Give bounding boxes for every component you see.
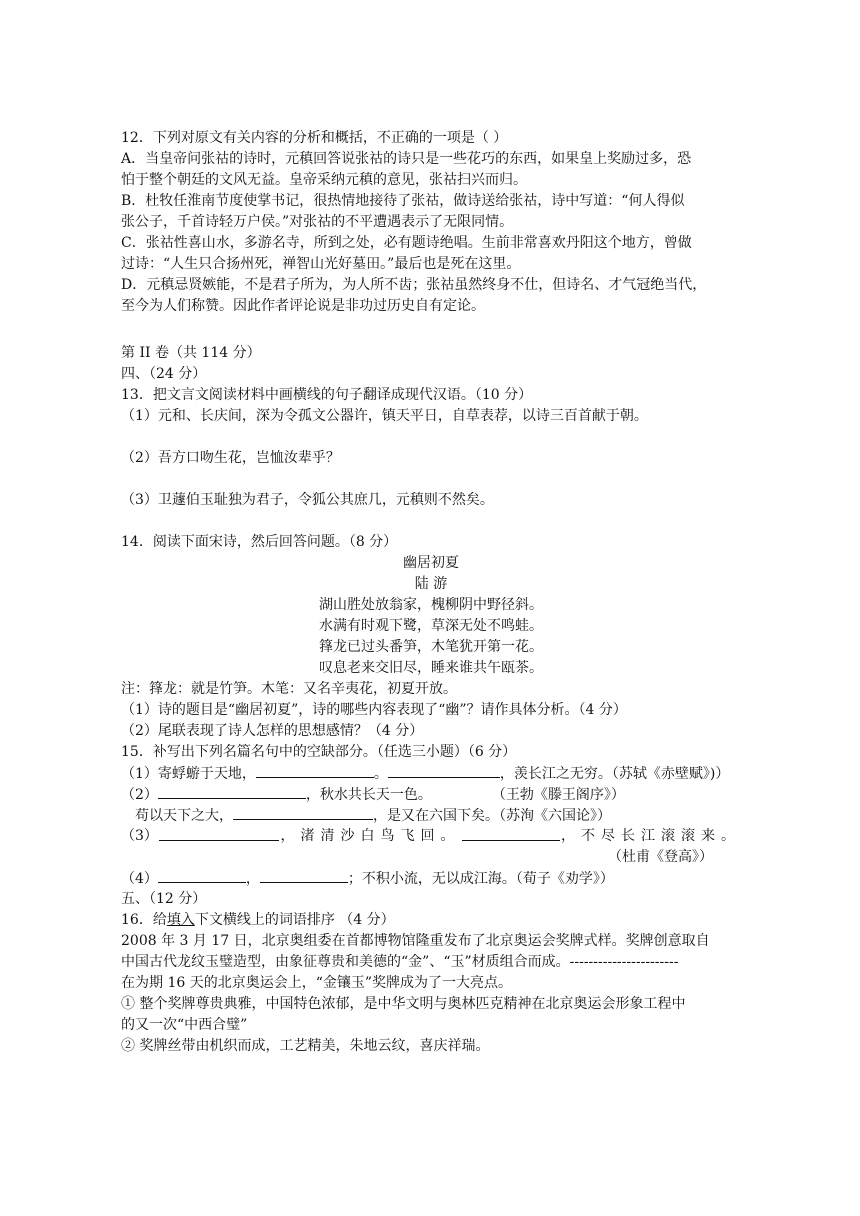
q15-item-2 [121,784,741,805]
q15-item-2b [121,805,741,826]
poem-line-1: 湖山胜处放翁家，槐柳阴中野径斜。 [319,597,543,613]
q15-item-1 [121,763,741,784]
text-segment: ，是又在六国下矣。（苏洵《六国论》） [373,808,611,824]
text-segment: （1）寄蜉蝣于天地， [121,766,256,782]
poem-line-4: 叹息老来交旧尽，睡来谁共午瓯茶。 [319,660,543,676]
exam-page [121,128,741,1057]
q15-item-3 [121,826,741,847]
q16-passage-line2: 中国古代龙纹玉璧造型，由象征尊贵和美德的“金”、“玉”材质组合而成。----------------------- [121,954,679,970]
poem-title: 幽居初夏 [403,555,459,571]
q16-passage-line3: 在为期 16 天的北京奥运会上，“金镶玉”奖牌成为了一大亮点。 [121,975,513,991]
q15-item-4 [121,868,741,889]
text-segment: ；不积小流，无以成江海。（荀子《劝学》） [347,871,614,887]
answer-space [121,469,741,490]
q16-option-2: ② 奖牌丝带由机织而成，工艺精美，朱地云纹，喜庆祥瑞。 [121,1038,490,1054]
text-segment: （2） [121,787,158,803]
q14-subquestion-2: （2）尾联表现了诗人怎样的思想感情？（4 分） [121,723,424,739]
q12-option-a-line2: 怕于整个朝廷的文风无益。皇帝采纳元稹的意见，张祜扫兴而归。 [121,172,527,188]
fill-blank[interactable] [256,763,374,778]
q14-stem: 14．阅读下面宋诗，然后回答问题。（8 分） [121,534,398,550]
fill-blank[interactable] [158,868,246,883]
section-four-heading: 四、（24 分） [121,366,207,382]
q12-option-c-line2: 过诗：“人生只合扬州死，禅智山光好墓田。”最后也是死在这里。 [121,256,521,272]
q12-stem: 12．下列对原文有关内容的分析和概括，不正确的一项是（ ） [121,130,508,146]
q14-subquestion-1: （1）诗的题目是“幽居初夏”，诗的哪些内容表现了“幽”？请作具体分析。（4 分） [121,702,627,718]
poem-author: 陆 游 [414,576,448,592]
q13-sentence-2: （2）吾方口吻生花，岂恤汝辈乎？ [121,450,340,466]
fill-blank[interactable] [158,784,306,799]
text-segment: 16．给 [121,912,167,928]
q12-option-a-line1: A．当皇帝问张祜的诗时，元稹回答说张祜的诗只是一些花巧的东西，如果皇上奖励过多，恐 [121,151,692,167]
answer-space [121,427,741,448]
fill-blank[interactable] [462,826,560,841]
text-segment: 。 [373,766,388,782]
text-segment: ， [245,871,260,887]
text-segment: （王勃《滕王阁序》） [491,787,625,803]
spacer [121,317,741,343]
q13-sentence-3: （3）卫蘧伯玉耻独为君子，令狐公其庶几，元稹则不然矣。 [121,492,494,508]
poem-note: 注：箨龙：就是竹笋。木笔：又名辛夷花，初夏开放。 [121,681,457,697]
text-segment: 下文横线上的词语排序 （4 分） [194,912,395,928]
text-segment: 苟以天下之大， [135,808,233,824]
fill-blank[interactable] [159,826,279,841]
text-segment: ，不尽长江滚滚来。 [560,828,741,844]
q12-option-d-line2: 至今为人们称赞。因此作者评论说是非功过历史自有定论。 [121,298,485,314]
q15-stem: 15．补写出下列名篇名句中的空缺部分。（任选三小题）（6 分） [121,744,517,760]
q12-option-b-line2: 张公子，千首诗轻万户侯。”对张祜的不平遭遇表示了无限同情。 [121,214,514,230]
poem-line-2: 水满有时观下鹭，草深无处不鸣蛙。 [319,618,543,634]
part-two-heading: 第 II 卷（共 114 分） [121,345,261,361]
underlined-word: 填入 [166,912,195,928]
q15-item-3-source: （杜甫《登高》） [608,849,713,865]
q12-option-c-line1: C．张祜性喜山水，多游名寺，所到之处，必有题诗绝唱。生前非常喜欢丹阳这个地方，曾做 [121,235,692,251]
q13-stem: 13．把文言文阅读材料中画横线的句子翻译成现代汉语。（10 分） [121,387,533,403]
poem-line-3: 箨龙已过头番笋，木笔犹开第一花。 [319,639,543,655]
text-segment: （3） [121,828,158,844]
fill-blank[interactable] [388,763,500,778]
q13-sentence-1: （1）元和、长庆间，深为令孤文公器许，镇天平日，自草表荐，以诗三百首献于朝。 [121,408,648,424]
text-segment: ，渚清沙白鸟飞回。 [280,828,461,844]
q16-option-1-line1: ① 整个奖牌尊贵典雅，中国特色浓郁，是中华文明与奥林匹克精神在北京奥运会形象工程中 [121,996,686,1012]
text-segment: （4） [121,871,158,887]
fill-blank[interactable] [260,868,348,883]
text-segment: ，羡长江之无穷。（苏轼《赤壁赋》)） [499,766,730,782]
section-five-heading: 五、（12 分） [121,891,207,907]
fill-blank[interactable] [233,805,373,820]
q16-passage-line1: 2008 年 3 月 17 日，北京奥组委在首都博物馆隆重发布了北京奥运会奖牌式样。奖牌创意取自 [121,933,710,949]
text-segment: ，秋水共长天一色。 [305,787,432,803]
q12-option-d-line1: D．元稹忌贤嫉能，不是君子所为，为人所不齿；张祜虽然终身不仕，但诗名、才气冠绝当代， [121,277,707,293]
answer-space [121,511,741,532]
q16-stem [121,910,741,931]
q12-option-b-line1: B．杜牧任淮南节度使掌书记，很热情地接待了张祜，做诗送给张祜，诗中写道：“何人得似 [121,193,685,209]
q16-option-1-line2: 的又一次“中西合璧” [121,1017,248,1033]
